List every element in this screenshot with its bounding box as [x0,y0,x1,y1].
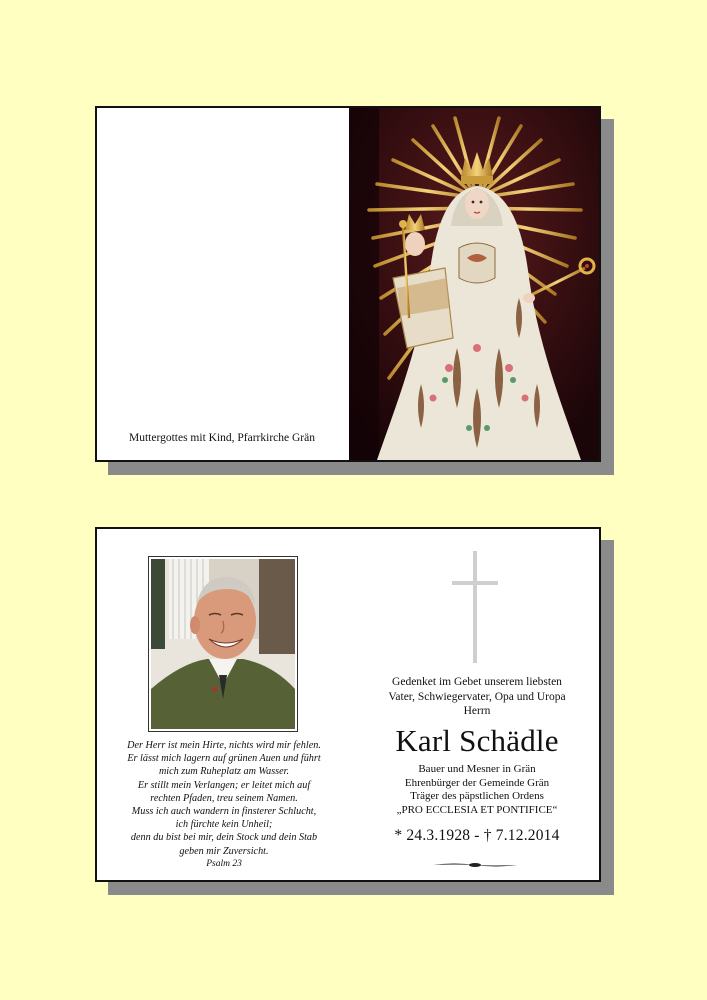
life-dates: * 24.3.1928 - † 7.12.2014 [394,827,560,844]
madonna-photo [349,108,601,460]
madonna-statue-icon [349,108,601,460]
deceased-name-block [352,723,601,759]
portrait-photo [148,556,298,732]
detail-line: „PRO ECCLESIA ET PONTIFICE“ [396,803,558,816]
life-dates-block [352,827,601,845]
psalm-line: geben mir Zuversicht. [179,845,269,857]
psalm-source: Psalm 23 [206,858,242,869]
image-caption: Muttergottes mit Kind, Pfarrkirche Grän [129,432,315,444]
portrait-elderly-man-icon [151,559,295,729]
memorial-intro [352,675,601,719]
psalm-line: Er stillt mein Verlangen; er leitet mich auf [137,779,311,791]
psalm-line: mich zum Ruheplatz am Wasser. [158,766,290,778]
psalm-line: ich fürchte kein Unheil; [175,819,273,831]
deceased-name: Karl Schädle [395,723,559,758]
deceased-details [352,763,601,817]
intro-line: Vater, Schwiegervater, Opa und Uropa [388,690,566,703]
psalm-line: Er lässt mich lagern auf grünen Auen und führt [127,753,321,765]
back-card [95,527,601,882]
psalm-line: Muss ich auch wandern in finsterer Schlucht, [131,806,317,818]
detail-line: Ehrenbürger der Gemeinde Grän [404,776,550,789]
psalm-text [109,739,339,871]
detail-line: Träger des päpstlichen Ordens [410,790,544,803]
psalm-line: Der Herr ist mein Hirte, nichts wird mir fehlen. [127,740,321,751]
detail-line: Bauer und Mesner in Grän [418,763,536,775]
psalm-line: denn du bist bei mir, dein Stock und dein Stab [130,832,318,844]
divider-ornament [433,856,517,874]
psalm-line: rechten Pfaden, treu seinem Namen. [150,792,298,804]
front-card [95,106,601,462]
intro-line: Gedenket im Gebet unserem liebsten [392,676,562,688]
intro-line: Herrn [463,705,491,717]
cross-icon [452,551,498,668]
